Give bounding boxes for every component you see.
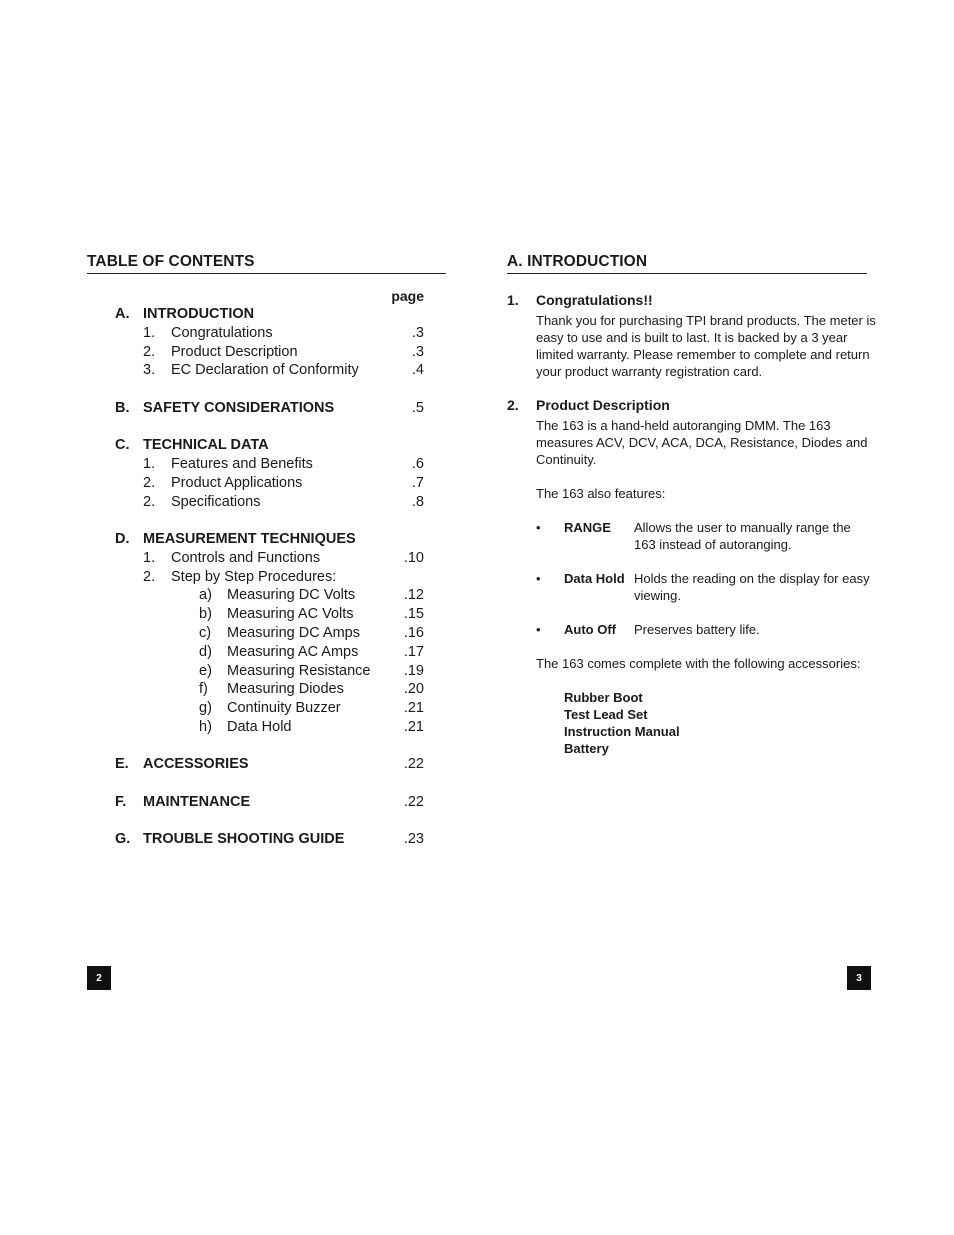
toc-entry-product-applications[interactable] (115, 474, 424, 493)
toc-entry-number: 2. (143, 493, 156, 510)
toc-entry-page: .21 (403, 718, 424, 735)
toc-entry-label: Measuring Diodes (227, 680, 348, 699)
toc-entry-label: INTRODUCTION (143, 305, 258, 324)
toc-entry-diodes[interactable] (115, 680, 424, 699)
toc-entry-label: Congratulations (171, 324, 277, 343)
toc-entry-number: 2. (143, 568, 156, 585)
toc-entry-number: F. (115, 793, 127, 810)
toc-entry-page: .4 (411, 362, 424, 379)
feature-description: Holds the reading on the display for easy viewing. (634, 571, 870, 603)
toc-entry-number: d) (199, 643, 212, 660)
toc-entry-trouble-shooting[interactable] (115, 830, 424, 849)
toc-entry-label: Measuring AC Volts (227, 605, 358, 624)
toc-entry-page: .5 (411, 399, 424, 416)
accessories-list (564, 689, 877, 757)
toc-entry-number: A. (115, 306, 130, 322)
toc-entry-label: Specifications (171, 493, 264, 512)
toc-entry-congratulations[interactable] (115, 324, 424, 343)
toc-entry-page: .12 (403, 587, 424, 604)
toc-entry-number: 1. (143, 324, 156, 341)
toc-entry-step-by-step[interactable] (115, 568, 424, 587)
toc-entry-page: .3 (411, 324, 424, 341)
toc-entry-label: Measuring Resistance (227, 662, 374, 681)
toc-entry-page: .20 (403, 681, 424, 698)
toc-entry-number: E. (115, 756, 129, 773)
toc-entry-number: C. (115, 437, 130, 454)
toc-entry-number: h) (199, 718, 212, 735)
toc-entry-specifications[interactable] (115, 493, 424, 512)
feature-name: Auto Off (564, 622, 616, 637)
toc-entry-dc-volts[interactable] (115, 586, 424, 605)
toc-entry-label: Product Description (171, 343, 302, 362)
toc-entry-page: .22 (403, 793, 424, 810)
accessory-item: Battery (564, 741, 609, 756)
toc-entry-label: Step by Step Procedures: (171, 568, 340, 587)
toc-entry-page: .19 (403, 662, 424, 679)
toc-entry-page: .10 (403, 549, 424, 566)
introduction-content (507, 292, 877, 757)
toc-entry-page: .6 (411, 455, 424, 472)
toc-entry-label: SAFETY CONSIDERATIONS (143, 399, 338, 418)
accessory-item: Test Lead Set (564, 707, 648, 722)
section-title: A. INTRODUCTION (507, 253, 867, 274)
toc-entry-label: Continuity Buzzer (227, 699, 345, 718)
accessory-item: Rubber Boot (564, 690, 643, 705)
toc-entry-label: Features and Benefits (171, 455, 317, 474)
toc-entry-page: .22 (403, 756, 424, 773)
toc-title: TABLE OF CONTENTS (87, 253, 446, 274)
feature-name: Data Hold (564, 571, 625, 586)
page-number-badge: 2 (87, 966, 111, 990)
toc-entry-number: c) (199, 624, 212, 641)
toc-entry-number: 1. (143, 455, 156, 472)
toc-entry-resistance[interactable] (115, 662, 424, 681)
toc-entry-number: b) (199, 606, 212, 623)
toc-entry-features-and-benefits[interactable] (115, 455, 424, 474)
feature-auto-off (536, 621, 876, 638)
toc-entry-number: 2. (143, 474, 156, 491)
toc-entry-number: g) (199, 700, 212, 717)
toc-entry-controls-and-functions[interactable] (115, 549, 424, 568)
toc-entry-number: e) (199, 662, 212, 679)
toc-entry-maintenance[interactable] (115, 793, 424, 812)
toc-entry-accessories[interactable] (115, 755, 424, 774)
features-intro: The 163 also features: (536, 486, 666, 501)
subsection-heading-product-description (507, 397, 877, 417)
bullet-icon: • (536, 571, 541, 586)
subsection-number: 2. (507, 397, 519, 413)
toc-entry-ec-declaration[interactable] (115, 361, 424, 380)
toc-entry-label: Measuring AC Amps (227, 643, 362, 662)
toc-entry-introduction[interactable] (115, 305, 424, 324)
toc-entry-page: .23 (403, 831, 424, 848)
toc-entry-label: MAINTENANCE (143, 793, 254, 812)
feature-description: Allows the user to manually range the 163 instead of autoranging. (634, 520, 851, 552)
toc-entry-number: a) (199, 587, 212, 604)
toc-entry-label: Product Applications (171, 474, 306, 493)
toc-entry-ac-amps[interactable] (115, 643, 424, 662)
page-number-badge: 3 (847, 966, 871, 990)
toc-entry-page: .16 (403, 624, 424, 641)
toc-entry-label: EC Declaration of Conformity (171, 361, 363, 380)
feature-description: Preserves battery life. (634, 622, 760, 637)
subsection-title: Congratulations!! (536, 292, 653, 308)
congratulations-paragraph: Thank you for purchasing TPI brand products. The meter is easy to use and is built to last. It is backed by a 3 year limited warranty. Please remember to complete and return your product warranty registration card. (536, 313, 876, 379)
bullet-icon: • (536, 520, 541, 535)
subsection-number: 1. (507, 292, 519, 308)
toc-entry-label: Measuring DC Amps (227, 624, 364, 643)
right-page (477, 0, 954, 1235)
toc-entry-safety-considerations[interactable] (115, 399, 424, 418)
toc-entry-technical-data[interactable] (115, 436, 424, 455)
toc-entry-number: B. (115, 399, 130, 416)
feature-name: RANGE (564, 520, 611, 535)
toc-entry-continuity-buzzer[interactable] (115, 699, 424, 718)
toc-entry-label: Measuring DC Volts (227, 586, 359, 605)
toc-entry-measurement-techniques[interactable] (115, 530, 424, 549)
toc-entry-label: MEASUREMENT TECHNIQUES (143, 530, 360, 549)
toc-entry-number: 1. (143, 549, 156, 566)
toc-entry-product-description[interactable] (115, 343, 424, 362)
toc-entry-ac-volts[interactable] (115, 605, 424, 624)
accessory-item: Instruction Manual (564, 724, 680, 739)
table-of-contents (115, 305, 424, 849)
toc-page-column-label: page (391, 288, 424, 304)
toc-entry-label: TECHNICAL DATA (143, 436, 273, 455)
toc-entry-label: TROUBLE SHOOTING GUIDE (143, 830, 348, 849)
product-description-paragraph: The 163 is a hand-held autoranging DMM. The 163 measures ACV, DCV, ACA, DCA, Resistance, Diodes and Continuity. (536, 418, 868, 467)
toc-entry-dc-amps[interactable] (115, 624, 424, 643)
bullet-icon: • (536, 622, 541, 637)
toc-entry-number: G. (115, 831, 131, 848)
toc-entry-page: .17 (403, 643, 424, 660)
subsection-heading-congratulations (507, 292, 877, 312)
toc-entry-label: Controls and Functions (171, 549, 324, 568)
toc-entry-number: 2. (143, 343, 156, 360)
feature-data-hold (536, 570, 876, 604)
toc-entry-page: .15 (403, 606, 424, 623)
toc-entry-number: D. (115, 530, 130, 547)
toc-entry-page: .21 (403, 700, 424, 717)
toc-entry-page: .3 (411, 343, 424, 360)
toc-entry-page: .8 (411, 493, 424, 510)
toc-entry-label: ACCESSORIES (143, 755, 253, 774)
toc-entry-label: Data Hold (227, 718, 295, 737)
toc-entry-page: .7 (411, 474, 424, 491)
feature-range (536, 519, 876, 553)
toc-entry-data-hold[interactable] (115, 718, 424, 737)
subsection-title: Product Description (536, 397, 670, 413)
accessories-intro: The 163 comes complete with the following accessories: (536, 656, 861, 671)
toc-entry-number: 3. (143, 362, 156, 379)
toc-entry-number: f) (199, 681, 208, 698)
